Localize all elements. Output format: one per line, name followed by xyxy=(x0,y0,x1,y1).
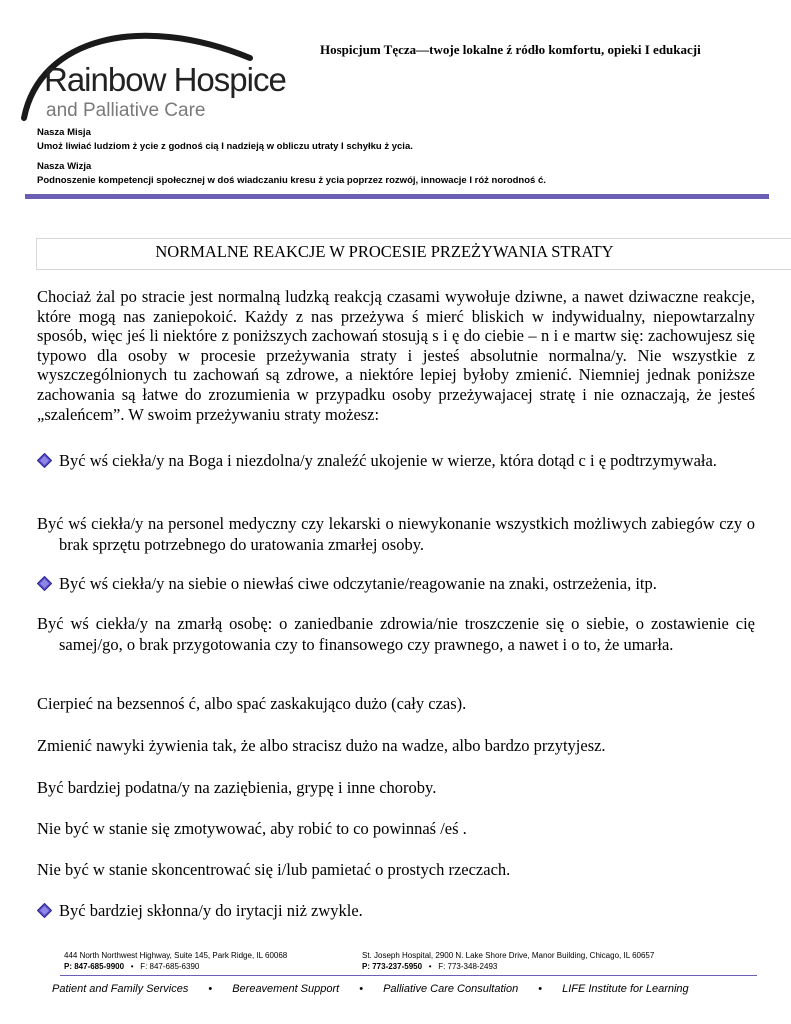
reaction-item xyxy=(37,818,755,839)
reaction-item-text: Być wś ciekła/y na personel medyczny czy lekarski o niewykonanie wszystkich możliwych zabiegów czy o brak sprzętu potrzebnego do uratowania zmarłej osoby. xyxy=(37,514,755,554)
reaction-item xyxy=(37,693,755,714)
title-box xyxy=(36,238,791,270)
service-separator: • xyxy=(538,983,543,995)
logo xyxy=(20,18,286,122)
tagline: Hospicjum Tęcza—twoje lokalne ź ródło komfortu, opieki I edukacji xyxy=(320,42,701,57)
mission-vision-block xyxy=(37,126,767,188)
mission-title: Nasza Misja xyxy=(37,127,91,138)
diamond-bullet-icon xyxy=(37,452,59,473)
service-patient-family: Patient and Family Services xyxy=(52,983,189,995)
vision-title: Nasza Wizja xyxy=(37,161,92,172)
diamond-bullet-icon xyxy=(37,575,59,596)
reaction-item-text: Być bardziej skłonna/y do irytacji niż zwykle. xyxy=(59,901,363,920)
footer-phone: P: 847-685-9900 xyxy=(64,962,125,971)
service-life-institute: LIFE Institute for Learning xyxy=(562,983,689,995)
reaction-item-text: Być wś ciekła/y na Boga i niezdolna/y znaleźć ukojenie w wierze, która dotąd c i ę podtrzymywała. xyxy=(59,451,717,470)
reaction-item xyxy=(37,859,755,880)
reaction-item-text: Cierpieć na bezsennoś ć, albo spać zaskakująco dużo (cały czas). xyxy=(37,694,467,713)
footer-separator: • xyxy=(428,962,432,971)
reaction-item-text: Być bardziej podatna/y na zaziębienia, grypę i inne choroby. xyxy=(37,778,437,797)
reaction-item-text: Nie być w stanie się zmotywować, aby robić to co powinnaś /eś . xyxy=(37,819,467,838)
footer-phone: P: 773-237-5950 xyxy=(362,962,423,971)
footer-address-line: 444 North Northwest Highway, Suite 145, Park Ridge, IL 60068 xyxy=(64,951,288,960)
reaction-item xyxy=(37,777,755,798)
intro-paragraph: Chociaż żal po stracie jest normalną ludzką reakcją czasami wywołuje dziwne, a nawet dziwaczne reakcje, które mogą nas zaniepokoić. Każdy z nas przeżywa ś mierć bliskich w indywidualny, niepowtarzalny sposób, więc jeś li niektóre z poniższych zachowań stosują s i ę do ciebie – n i e martw się: zachowujesz się typowo dla osoby w procesie przeżywania straty i jesteś absolutnie normalna/y. Nie wszystkie z wyszczególnionych tu zachowań są zdrowe, a niektóre lepiej byłoby zmienić. Niemniej jednak poniższe zachowania są łatwe do zrozumienia w przypadku osoby przeżywajacej stratę i nie oznaczają, że jesteś „szaleńcem”. W swoim przeżywaniu straty możesz: xyxy=(37,287,755,424)
footer-address-park-ridge xyxy=(64,950,287,972)
footer-separator: • xyxy=(130,962,134,971)
logo-subtitle: and Palliative Care xyxy=(46,100,206,121)
reaction-item xyxy=(37,573,755,596)
reaction-item-text: Być wś ciekła/y na siebie o niewłaś ciwe odczytanie/reagowanie na znaki, ostrzeżenia, itp. xyxy=(59,574,657,593)
footer-fax: F: 847-685-6390 xyxy=(140,962,200,971)
reaction-item xyxy=(37,513,755,555)
service-palliative: Palliative Care Consultation xyxy=(383,983,519,995)
footer-address-chicago xyxy=(362,950,654,972)
diamond-bullet-icon xyxy=(37,902,59,923)
services-bar xyxy=(52,983,752,995)
header-divider xyxy=(25,194,769,199)
reaction-item xyxy=(37,613,755,655)
reaction-item-text: Nie być w stanie skoncentrować się i/lub pamietać o prostych rzeczach. xyxy=(37,860,511,879)
reaction-item-text: Zmienić nawyki żywienia tak, że albo stracisz dużo na wadze, albo bardzo przytyjesz. xyxy=(37,736,606,755)
service-separator: • xyxy=(359,983,364,995)
logo-title: Rainbow Hospice xyxy=(44,61,286,98)
footer-divider xyxy=(60,975,757,976)
reaction-item xyxy=(37,735,755,756)
reaction-item xyxy=(37,450,755,473)
service-bereavement: Bereavement Support xyxy=(232,983,340,995)
vision-text: Podnoszenie kompetencji społecznej w doś wiadczaniu kresu ż ycia poprzez rozwój, innowacje I róż norodnoś ć. xyxy=(37,175,546,186)
document-title: NORMALNE REAKCJE W PROCESIE PRZEŻYWANIA STRATY xyxy=(155,242,614,261)
service-separator: • xyxy=(208,983,213,995)
reaction-item-text: Być wś ciekła/y na zmarłą osobę: o zaniedbanie zdrowia/nie troszczenie się o siebie, o zostawienie cię samej/go, o brak przygotowania czy to finansowego czy prawnego, a nawet i o to, że umarła. xyxy=(37,614,755,654)
mission-text: Umoż liwiać ludziom ż ycie z godnoś cią I nadzieją w obliczu utraty I schyłku ż ycia. xyxy=(37,141,413,152)
reaction-item xyxy=(37,900,755,923)
footer-address-line: St. Joseph Hospital, 2900 N. Lake Shore Drive, Manor Building, Chicago, IL 60657 xyxy=(362,951,655,960)
footer-fax: F: 773-348-2493 xyxy=(438,962,498,971)
